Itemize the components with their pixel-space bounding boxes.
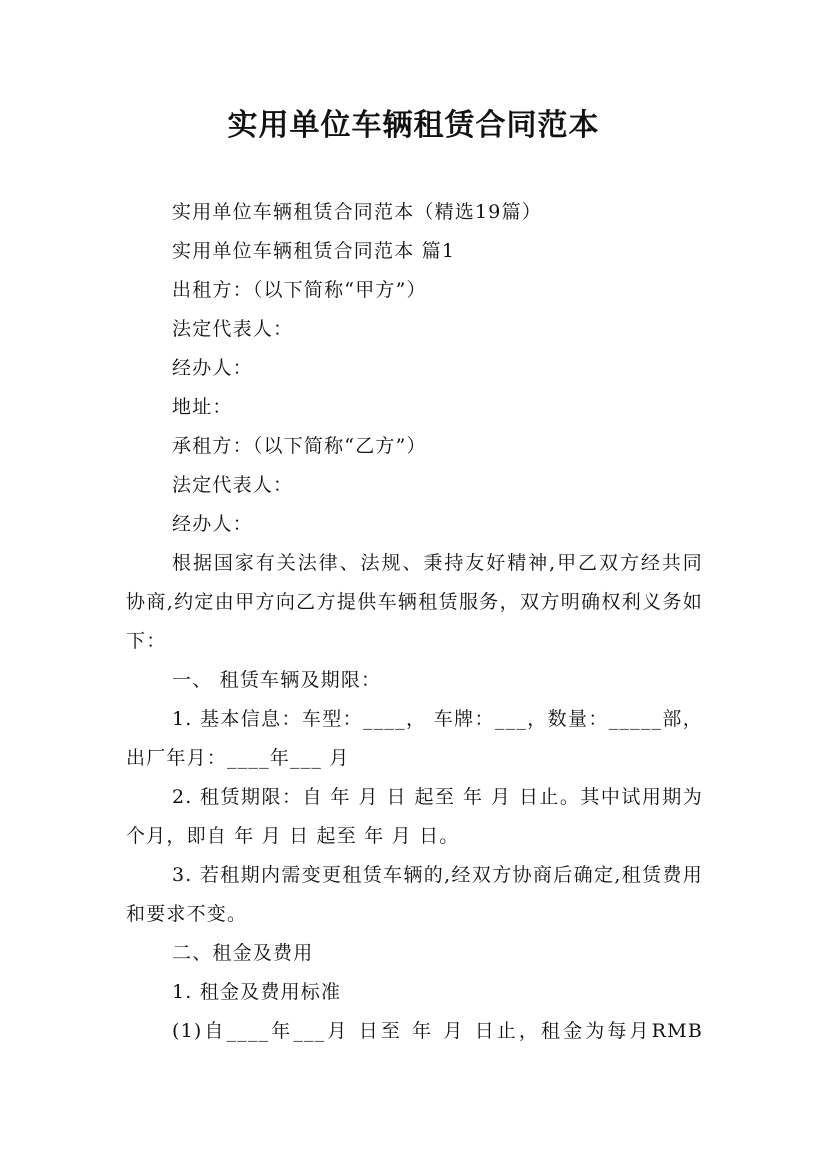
- paragraph-address: 地址：: [172, 396, 233, 418]
- paragraph-subtitle: 实用单位车辆租赁合同范本（精选19篇）: [172, 201, 542, 223]
- paragraph-clause-2-heading: 二、租金及费用: [172, 942, 314, 964]
- paragraph-lessor-agent: 经办人：: [172, 357, 253, 379]
- paragraph-lessor: 出租方：（以下简称“甲方”）: [172, 279, 427, 301]
- paragraph-lessor-representative: 法定代表人：: [172, 318, 294, 340]
- paragraph-lessee-representative: 法定代表人：: [172, 474, 294, 496]
- paragraph-clause-1-3: 3. 若租期内需变更租赁车辆的,经双方协商后确定,租赁费用和要求不变。: [126, 864, 703, 925]
- paragraph-clause-1-2: 2. 租赁期限：自 年 月 日 起至 年 月 日止。其中试用期为 个月，即自 年 月 日 起至 年 月 日。: [126, 786, 703, 847]
- paragraph-preamble: 根据国家有关法律、法规、秉持友好精神,甲乙双方经共同协商,约定由甲方向乙方提供车辆租赁服务，双方明确权利义务如下：: [126, 552, 703, 652]
- paragraph-lessee: 承租方：（以下简称“乙方”）: [172, 435, 427, 457]
- paragraph-clause-2-1-1: (1)自____年___月 日至 年 月 日止，租金为每月RMB: [172, 1020, 703, 1042]
- paragraph-lessee-agent: 经办人：: [172, 513, 253, 535]
- paragraph-clause-1-1: 1. 基本信息：车型：____， 车牌：___，数量：_____部，出厂年月：____年___ 月: [126, 708, 703, 769]
- document-title: 实用单位车辆租赁合同范本: [227, 108, 600, 143]
- paragraph-clause-2-1: 1. 租金及费用标准: [172, 981, 342, 1003]
- paragraph-clause-1-heading: 一、 租赁车辆及期限：: [172, 669, 382, 691]
- paragraph-section-heading: 实用单位车辆租赁合同范本 篇1: [172, 240, 456, 262]
- document-body: [126, 193, 703, 1051]
